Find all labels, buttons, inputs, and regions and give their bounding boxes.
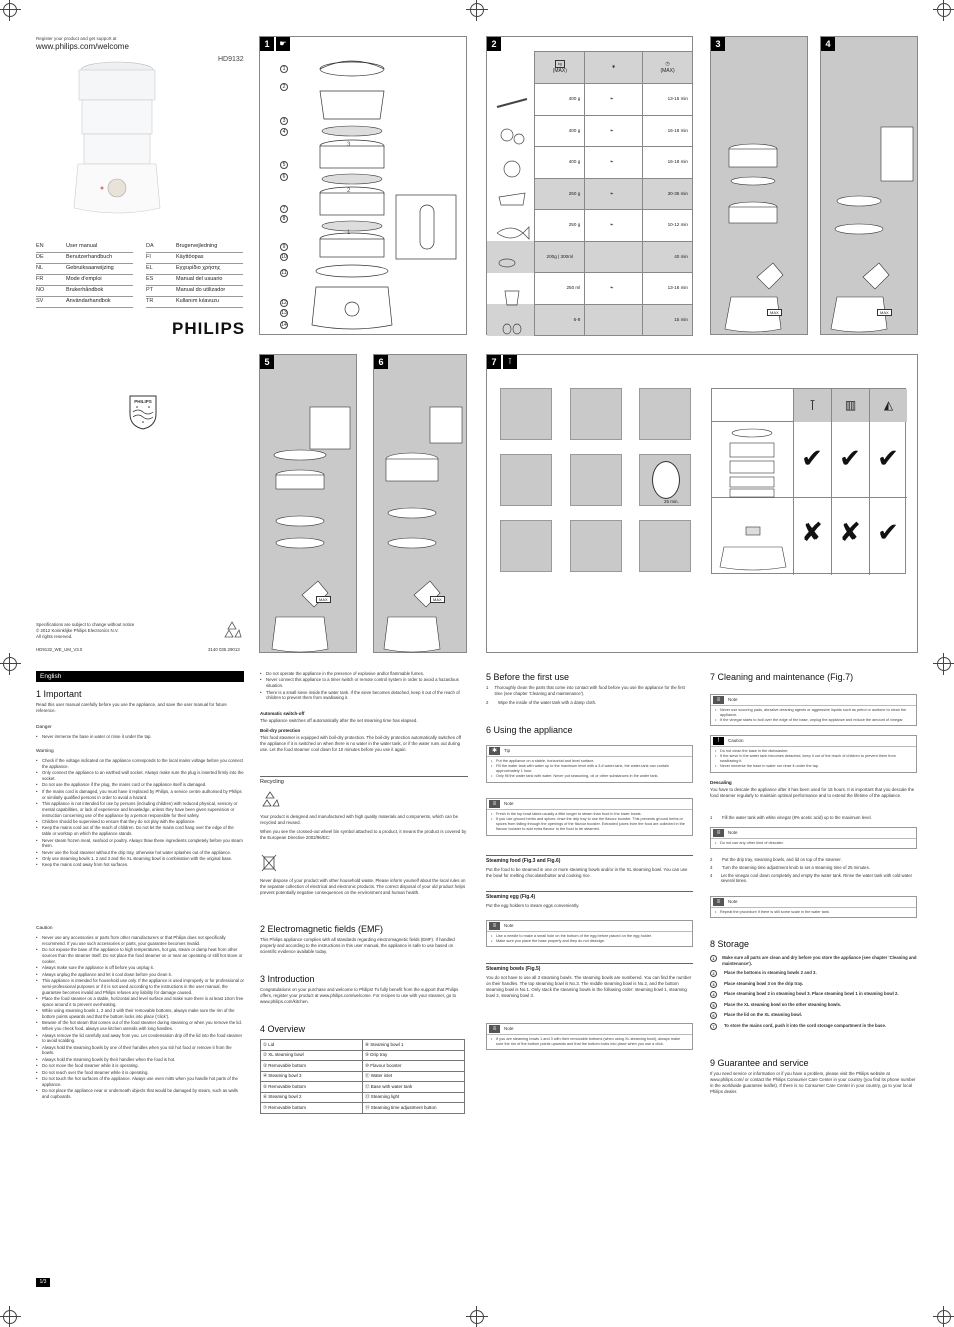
section-heading: 3 Introduction <box>260 974 315 984</box>
cleaning-methods-table <box>711 388 906 574</box>
register-line: Register your product and get support at <box>36 36 117 41</box>
section-heading: 5 Before the first use <box>486 672 570 682</box>
section-heading: 9 Guarantee and service <box>710 1058 809 1068</box>
figure-number: 7 <box>487 355 501 369</box>
note-box: ≡ Note • Repeat the procedure if there is still some scale in the water tank. <box>710 896 917 918</box>
step-image <box>639 520 691 572</box>
figure-number: 1 <box>260 37 274 51</box>
crop-mark <box>933 1306 954 1327</box>
recycle-icon <box>260 790 280 810</box>
figure-3-panel <box>710 36 808 335</box>
figure-1-panel <box>259 36 467 335</box>
subsection-title: Recycling <box>260 779 284 785</box>
step-image <box>500 388 552 440</box>
check-icon: ✔ <box>839 443 861 473</box>
caution-box: ! Caution • Do not clean the base in the dishwasher. • If the sieve in the water tank becomes detached, keep it out of the reach of children to prevent them from swallowing it. • Never immerse the base in water nor rinse it under the tap. <box>710 735 917 773</box>
language-row[interactable]: EN User manual <box>36 242 133 253</box>
note-box: ≡ Note • Fresh in the top bowl takes usually a little longer to steam than food in the lower bowls. • If you use ground herbs and spices: rinse the drip tray to use the flavour booster. This prevents ground herbs or spices from falling through the openings of the flavour booster. Extracted juices from the food are collected in the flavour booster to add extra flavour to the food to be steamed. <box>486 798 693 836</box>
language-row[interactable]: TR Kullanım kılavuzu <box>146 297 243 308</box>
dishwasher-icon: ▥ <box>831 389 869 422</box>
parts-illustration <box>716 427 790 573</box>
website-url[interactable]: www.philips.com/welcome <box>36 42 129 51</box>
language-row[interactable]: FI Käyttöopas <box>146 253 243 264</box>
herb-icon: ❧ <box>585 84 643 116</box>
step-image <box>639 388 691 440</box>
subsection-title: Automatic switch-off <box>260 711 305 716</box>
part-number: 3140 035 29013 <box>208 647 240 652</box>
section-heading: 2 Electromagnetic fields (EMF) <box>260 924 384 934</box>
section-heading: 6 Using the appliance <box>486 725 573 735</box>
note-icon: ≡ <box>489 1025 500 1033</box>
callout: 5 <box>280 161 288 169</box>
cross-icon: ✘ <box>839 517 861 547</box>
callout: 12 <box>281 300 287 306</box>
warning-title: Warning <box>36 749 54 754</box>
crop-mark <box>0 0 21 21</box>
weight-icon: kg (MAX) <box>552 62 567 75</box>
overview-table: ① Lid ⑧ Steaming bowl 1 ② XL steaming bowl ⑨ Drip tray ③ Removable bottom ⑩ Flavour booster ④ Steaming bowl 3 ⑪ Water inlet ⑤ Removable bottom ⑫ Base with water tank ⑥ Steaming bowl 2 ⑬ Steaming light ⑦ Removable bottom ⑭ Steaming time adjustment button <box>260 1039 465 1114</box>
section-heading: 1 Important <box>36 689 82 699</box>
paragraph: Your product is designed and manufactured with high quality materials and components, which can be recycled and reused. <box>260 814 459 825</box>
figure-number: 5 <box>260 355 274 369</box>
herb-icon: ❧ <box>585 273 643 305</box>
callout: 3 <box>280 117 288 125</box>
step-image <box>500 454 552 506</box>
first-use-steps: 1 Thoroughly clean the parts that come into contact with food before you use the appliance for the first time (see chapter 'Cleaning and maintenance'). 2 Wipe the inside of the water tank with a damp cloth. <box>486 685 685 706</box>
timer-knob-icon <box>652 461 680 499</box>
danger-list: • Never immerse the base in water or rinse it under the tap. <box>36 734 244 740</box>
step-image <box>570 388 622 440</box>
section-heading: 4 Overview <box>260 1024 306 1034</box>
herb-icon: ❧ <box>585 147 643 179</box>
warning-icon: ! <box>713 737 724 745</box>
tap-icon: ⊺ <box>793 389 831 422</box>
xl-bowl-diagram <box>374 395 466 653</box>
figure-number: 2 <box>487 37 501 51</box>
philips-shield-icon <box>128 394 158 430</box>
timer-time: 25 min. <box>664 499 679 504</box>
caution-list: • Never use any accessories or parts from other manufacturers or that Philips does not specifically recommend. If you use such accessories or parts, your guarantee becomes invalid. • Do not expose the base of the appliance to high temperatures, hot gas, steam or damp heat from other sources than the steamer itself. Do not place the food steamer on or near an operating or still hot stove or cooker. • Always make sure the appliance is off before you unplug it. • Always unplug the appliance and let it cool down before you clean it. • This appliance is intended for household use only. If the appliance is used improperly or for professional or semi-professional purposes or if it is not used according to the instructions in the user manual, the guarantee becomes invalid and Philips refuses any liability for damage caused. • Place the food steamer on a stable, horizontal and level surface and make sure there is at least 10cm free space around it to prevent overheating. • While using steaming bowls 1, 2 and 3 with their removable bottoms, always make sure the rim of the bottom points upwards and that the bottom locks into place ('click'). • Beware of the hot steam that comes out of the food steamer during steaming or when you remove the lid. When you check food, always use kitchen utensils with long handles. • Always remove the lid carefully and away from you. Let condensation drip off the lid into the food steamer to avoid scalding. • Always hold the steaming bowls by one of their handles when you stir hot food or remove it from the bowls. • Always hold the steaming bowls by their handles when the food is hot. • Do not move the food steamer while it is operating. • Do not reach over the food steamer while it is operating. • Do not touch the hot surfaces of the appliance. Always use oven mitts when you handle hot parts of the appliance. • Do not place the appliance near or underneath objects that would be damaged by steam, such as walls and cupboards. <box>36 935 244 1100</box>
safety-list-continued: • Do not operate the appliance in the presence of explosive and/or flammable fumes. • Never connect this appliance to a timer switch or remote control system in order to avoid a hazardous situation. • There is a small sieve inside the water tank. If the sieve becomes detached, keep it out of the reach of children to prevent them from swallowing it. <box>260 671 468 702</box>
subsection-title: Steaming food (Fig.3 and Fig.6) <box>486 858 561 864</box>
herb-icon: ❧ <box>585 178 643 210</box>
crop-mark <box>933 653 954 675</box>
tip-box: ✱ Tip • Put the appliance on a stable, horizontal and level surface. • Fill the water tank with water up to the maximum level with a 3-6 water-tank, the water-tank can contain approximately 1 hour. • Only fill the water tank with water. Never put seasoning, oil or other substances in the water tank. <box>486 745 693 783</box>
assembly-diagram <box>711 97 807 333</box>
document-code: HD9132_WE_UM_V3.0 <box>36 647 83 652</box>
paragraph: If you need service or information or if you have a problem, please visit the Philips website at www.philips.com/ or contact the Philips Consumer Care Center in your country (you find its phone number in the worldwide guarantee leaflet). If there is no Consumer Care Center in your country, go to your local Philips dealer. <box>710 1071 916 1094</box>
max-label: MAX <box>767 309 782 316</box>
shield-lettering: PHILIPS <box>134 399 152 404</box>
callout: 1 <box>280 65 288 73</box>
exploded-view-diagram <box>260 51 466 335</box>
bowl-stacking-diagram <box>260 395 356 653</box>
bowl-number: 3 <box>347 142 351 148</box>
note-box: ≡ Note • Use a needle to make a small hole on the bottom of the egg before placed on the egg holder. • Make sure you place the base properly and they do not dislodge. <box>486 920 693 947</box>
paragraph: Put the egg holders to steam eggs conveniently. <box>486 903 580 908</box>
note-box: ≡ Note • Never use scouring pads, abrasive cleaning agents or aggressive liquids such as petrol or acetone to clean the appliance. • If the vinegar starts to boil over the edge of the base, unplug the appliance and reduce the amount of vinegar. <box>710 694 917 726</box>
divider <box>486 891 693 892</box>
steamer-photo <box>62 58 172 234</box>
herb-icon: ❦ <box>585 52 643 84</box>
paragraph: Put the food to be steamed in one or more steaming bowls and/or in the XL steaming bowl. You can use the bowl for melting chocolate/butter and cooking rice. <box>486 867 688 878</box>
callout: 6 <box>280 173 288 181</box>
language-row[interactable]: DA Brugervejledning <box>146 242 243 253</box>
callout: 7 <box>280 205 288 213</box>
figure-7-panel <box>486 354 918 653</box>
callout: 13 <box>281 310 287 316</box>
language-row[interactable]: DE Benutzerhandbuch <box>36 253 133 264</box>
subsection-title: Steaming egg (Fig.4) <box>486 894 536 900</box>
figure-number: 4 <box>821 37 835 51</box>
paragraph: When you see the crossed-out wheel bin symbol attached to a product, it means the product is covered by the European Directive 2002/96/EC: <box>260 829 467 840</box>
egg-steaming-diagram <box>821 97 917 333</box>
clock-icon: ◷ (MAX) <box>660 60 675 74</box>
philips-logo-text: PHILIPS <box>172 319 246 338</box>
callout: 4 <box>280 128 288 136</box>
note-box: ≡ Note • If you are steaming bowls 1 and 3 with their removable bottoms (when using XL steaming bowl), always make sure the rim of the bottom points upwards and that the bottom locks into place when you use a click. <box>486 1023 693 1050</box>
figure-number: 6 <box>374 355 388 369</box>
language-row[interactable]: NL Gebruiksaanwijzing <box>36 264 133 275</box>
section-heading: 8 Storage <box>710 939 750 949</box>
note-icon: ≡ <box>713 829 724 837</box>
tip-icon: ✱ <box>489 747 500 755</box>
cleaning-steps-grid <box>500 388 690 574</box>
step-image <box>639 454 691 506</box>
paragraph: This food steamer is equipped with boil-dry protection. The boil-dry protection automatically switches off the appliance if it is switched on when there is no water in the water tank, or if the water runs out during use. Let the food steamer cool down for 10 minutes before you use it again. <box>260 735 461 752</box>
intro-paragraph: Read this user manual carefully before you use the appliance, and save the user manual for future reference. <box>36 702 227 713</box>
language-row[interactable]: FR Mode d'emploi <box>36 275 133 286</box>
check-icon: ✔ <box>801 443 823 473</box>
warning-list: • Check if the voltage indicated on the appliance corresponds to the local mains voltage before you connect the appliance. • Only connect the appliance to an earthed wall socket. Always make sure the plug is inserted firmly into the socket. • Do not use the appliance if the plug, the mains cord or the appliance itself is damaged. • If the mains cord is damaged, you must have it replaced by Philips, a service centre authorised by Philips or similarly qualified persons in order to avoid a hazard. • This appliance is not intended for use by persons (including children) with reduced physical, sensory or mental capabilities, or lack of experience and knowledge, unless they have been given supervision or instruction concerning use of the appliance by a person responsible for their safety. • Children should be supervised to ensure that they do not play with the appliance. • Keep the mains cord out of the reach of children. Do not let the mains cord hang over the edge of the table or worktop on which the appliance stands. • Never steam frozen meat, seafood or poultry. Always thaw these ingredients completely before you steam them. • Never use the food steamer without the drip tray, otherwise hot water splashes out of the appliance. • Only use steaming bowls 1, 2 and 3 and the XL steaming bowl in combination with the original base. • Keep the mains cord away from hot surfaces. <box>36 758 244 869</box>
section-heading: 7 Cleaning and maintenance (Fig.7) <box>710 672 854 682</box>
figure-4-panel <box>820 36 918 335</box>
model-number: HD9132 <box>218 56 244 63</box>
herb-icon: ❧ <box>585 115 643 147</box>
paragraph: The appliance switches off automatically after the set steaming time has elapsed. <box>260 718 418 723</box>
figure-number: 3 <box>711 37 725 51</box>
note-icon: ≡ <box>713 898 724 906</box>
crop-mark <box>466 1306 488 1327</box>
paragraph: This Philips appliance complies with all standards regarding electromagnetic fields (EMF). If handled properly and according to the instructions in this user manual, the appliance is safe to use based on scientific evidence available today. <box>260 937 455 954</box>
divider <box>486 855 693 856</box>
descaling-steps: 2 Put the drip tray, steaming bowls, and lid on top of the steamer. 3 Turn the steaming time adjustment knob to set a steaming time of 25 minutes. 4 Let the vinegar cool down completely and empty the water tank. Rinse the water tank with cold water several times. <box>710 857 913 884</box>
note-icon: ≡ <box>489 922 500 930</box>
language-row[interactable]: ES Manual del usuario <box>146 275 243 286</box>
crop-mark <box>0 1306 21 1327</box>
callout: 9 <box>280 243 288 251</box>
step-image <box>500 520 552 572</box>
callout: 14 <box>281 322 287 328</box>
language-row[interactable]: PT Manual do utilizador <box>146 286 243 297</box>
subsection-title: Steaming bowls (Fig.5) <box>486 966 541 972</box>
tap-icon: ⊺ <box>503 355 517 369</box>
cloth-icon: ◭ <box>869 389 907 422</box>
figure-6-panel <box>373 354 467 653</box>
herb-icon: ❧ <box>585 210 643 242</box>
paragraph: Never dispose of your product with other household waste. Please inform yourself about the local rules on the separate collection of electrical and electronic products. The correct disposal of your old product helps prevent potentially negative consequences on the environment and human health. <box>260 878 466 895</box>
page-number: 1/3 <box>36 1278 50 1287</box>
language-row[interactable]: EL Εγχειρίδιο χρήσης <box>146 264 243 275</box>
spec-notice: Specifications are subject to change without notice © 2012 Koninklijke Philips Electronics N.V. All rights reserved. <box>36 622 135 639</box>
cross-icon: ✘ <box>801 517 823 547</box>
bowl-number: 1 <box>347 230 351 236</box>
crop-mark <box>0 653 21 675</box>
note-icon: ≡ <box>713 696 724 704</box>
divider <box>260 776 468 777</box>
crossed-bin-icon <box>260 851 278 873</box>
food-illustrations <box>493 93 531 363</box>
paragraph: Congratulations on your purchase and welcome to Philips! To fully benefit from the support that Philips offers, register your product at www.philips.com/welcome. For recipes to use with your steamer, go to www.philips.com/kitchen. <box>260 987 459 1004</box>
paragraph: You have to descale the appliance after it has been used for 15 hours. It is important that you descale the food steamer regularly to maintain optimal performance and to extend the lifetime of the appliance. <box>710 787 915 798</box>
caution-title: Caution <box>36 926 53 931</box>
step-image <box>570 454 622 506</box>
check-icon: ✔ <box>877 443 899 473</box>
storage-steps: 1 Make sure all parts are clean and dry before you store the appliance (see chapter 'Cleaning and maintenance'). 2 Place the bottoms in steaming bowls 2 and 3. 3 Place steaming bowl 3 on the drip tray. 4 Place steaming bowl 2 in steaming bowl 3. Place steaming bowl 1 in steaming bowl 2. 5 Place the XL steaming bowl on the other steaming bowls. 6 Place the lid on the XL steaming bowl. 7 To store the mains cord, push it into the cord storage compartment in the base. <box>710 955 917 1033</box>
figure-2-panel <box>486 36 693 335</box>
step-image <box>570 520 622 572</box>
max-label: MAX <box>430 596 445 603</box>
callout: 10 <box>281 254 287 260</box>
recycle-icon <box>221 620 243 640</box>
divider <box>486 963 693 964</box>
subsection-title: Boil-dry protection <box>260 728 301 733</box>
paragraph: You do not have to use all 3 steaming bowls. The steaming bowls are numbered. You can find the number on their handles. The top steaming bowl is No.3. The middle steaming bowl is No.2, and the bottom steaming bowl is No.1. Only stack the steaming bowls in the following order: steaming bowl 1, steaming bowl 2, steaming bowl 3. <box>486 975 692 998</box>
crop-mark <box>933 0 954 21</box>
note-icon: ≡ <box>489 800 500 808</box>
subsection-title: Descaling <box>710 780 732 785</box>
callout: 11 <box>281 270 287 276</box>
callout: 8 <box>280 215 288 223</box>
callout: 2 <box>280 83 288 91</box>
max-label: MAX <box>877 309 892 316</box>
language-row[interactable]: SV Användarhandbok <box>36 297 133 308</box>
language-row[interactable]: NO Brukerhåndbok <box>36 286 133 297</box>
danger-title: Danger <box>36 725 52 730</box>
crop-mark <box>466 0 488 21</box>
figure-5-panel <box>259 354 357 653</box>
bowl-number: 2 <box>347 188 351 194</box>
steaming-time-table: kg (MAX) ❦ ◷ (MAX) 400 g ❧ 13-15 min 400 g ❧ 16-18 min 400 g ❧ 16-18 min 250 g ❧ 30-35 min 250 g ❧ 10-12 min 200g | 300ml 40 min 250 ml ❧ 13-16 min 6-8 15 min <box>487 51 693 336</box>
language-tab: English <box>36 671 244 682</box>
descaling-step: 1 Fill the water tank with white vinegar (8% acetic acid) up to the maximum level. <box>710 815 872 820</box>
check-icon: ✔ <box>877 517 899 547</box>
note-box: ≡ Note • Do not use any other kind of descaler. <box>710 827 917 849</box>
max-label: MAX <box>316 596 331 603</box>
hand-icon: ☛ <box>276 37 290 51</box>
